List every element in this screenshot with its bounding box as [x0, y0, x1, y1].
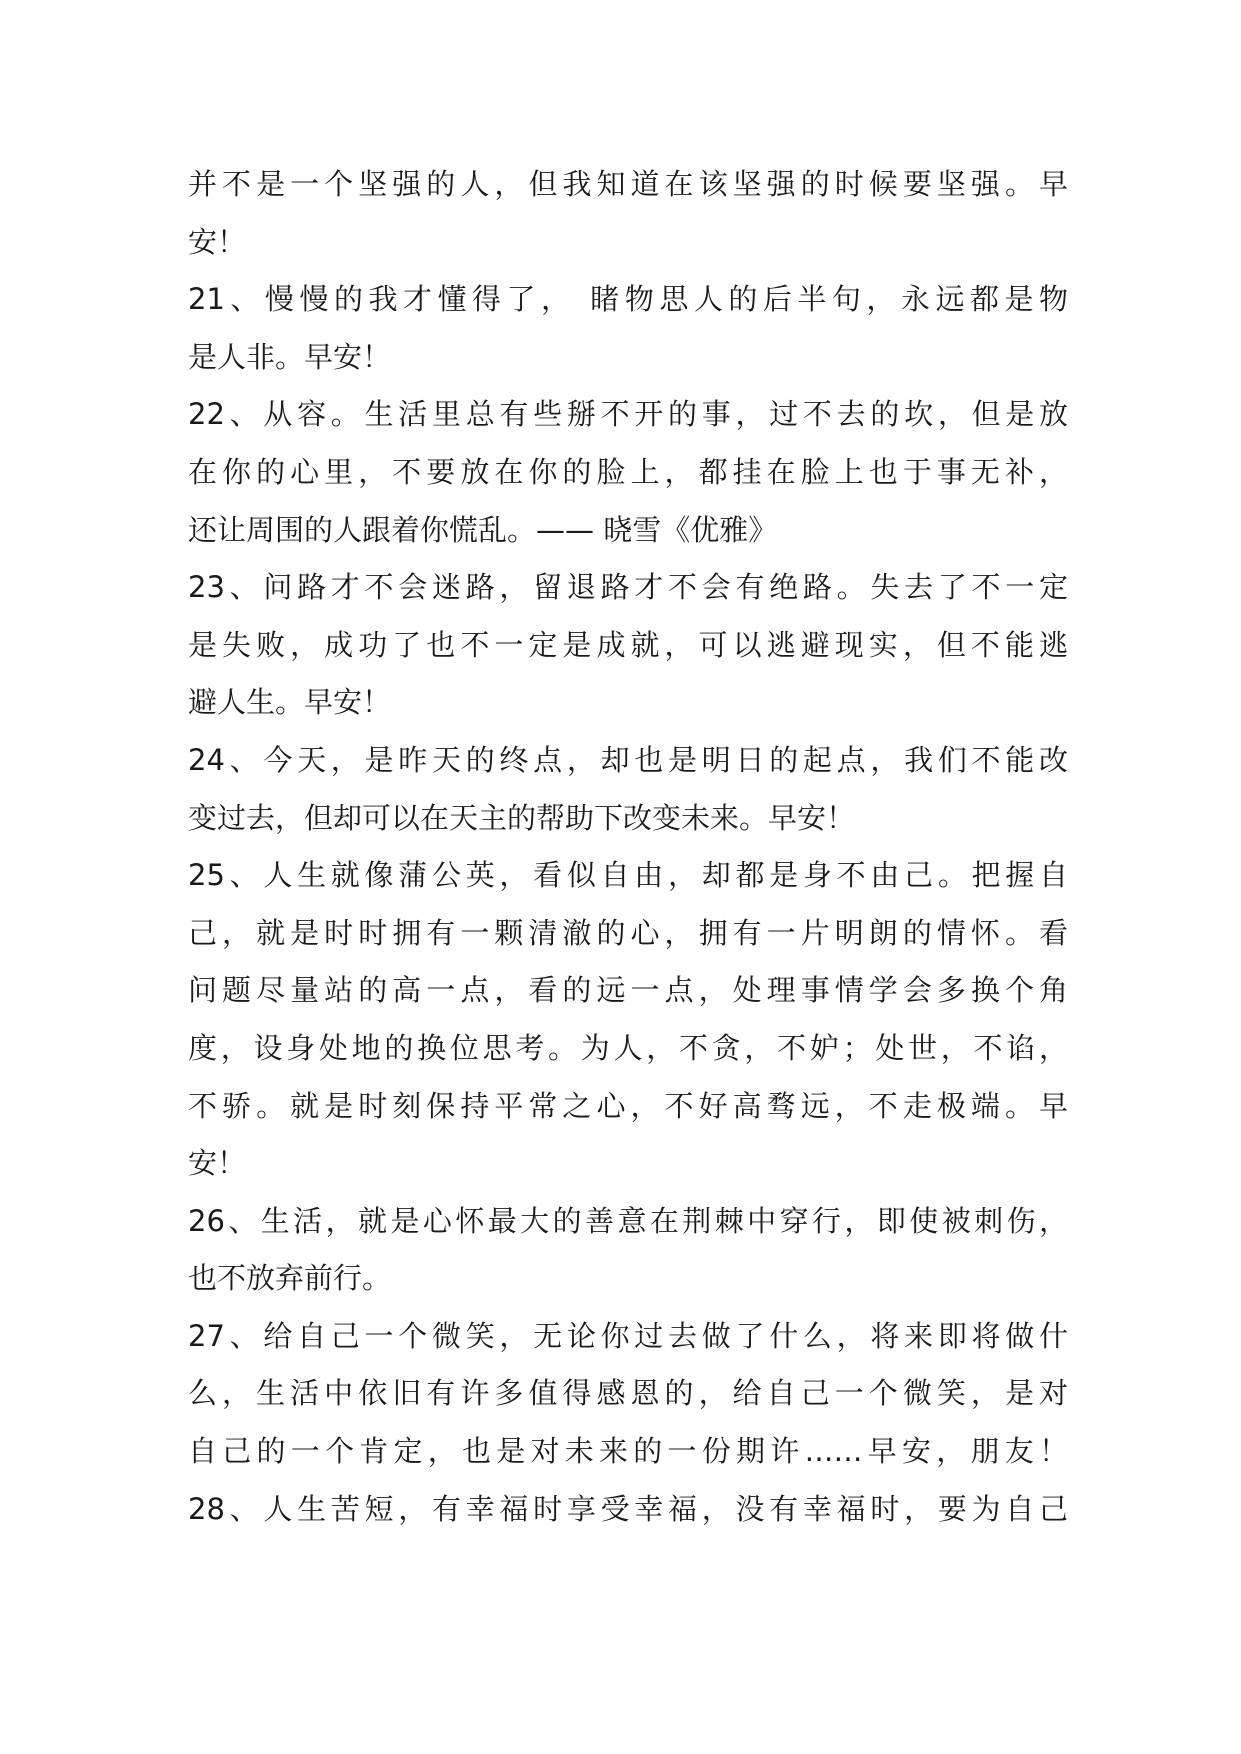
text-line: 也不放弃前行。	[188, 1261, 392, 1296]
text-line: 26、生活，就是心怀最大的善意在荆棘中穿行，即使被刺伤，	[188, 1203, 1068, 1238]
text-line: 不骄。就是时刻保持平常之心，不好高骛远，不走极端。早	[188, 1088, 1068, 1123]
text-line: 23、问路才不会迷路，留退路才不会有绝路。失去了不一定	[188, 570, 1068, 605]
text-line: 24、今天，是昨天的终点，却也是明日的起点，我们不能改	[188, 742, 1068, 777]
text-line: 还让周围的人跟着你慌乱。—— 晓雪《优雅》	[188, 512, 778, 547]
text-line: 安！	[188, 224, 247, 259]
text-line: 28、人生苦短，有幸福时享受幸福，没有幸福时，要为自己	[188, 1491, 1068, 1526]
text-line: 变过去，但却可以在天主的帮助下改变未来。早安！	[188, 800, 856, 835]
text-line: 问题尽量站的高一点，看的远一点，处理事情学会多换个角	[188, 973, 1068, 1008]
text-line: 21、慢慢的我才懂得了， 睹物思人的后半句，永远都是物	[188, 282, 1068, 317]
text-line: 避人生。早安！	[188, 685, 392, 720]
text-line: 度，设身处地的换位思考。为人，不贪，不妒；处世，不谄，	[188, 1030, 1068, 1065]
text-line: 安！	[188, 1146, 247, 1181]
text-line: 是失败，成功了也不一定是成就，可以逃避现实，但不能逃	[188, 627, 1068, 662]
text-line: 22、从容。生活里总有些掰不开的事，过不去的坎，但是放	[188, 397, 1068, 432]
text-line: 是人非。早安！	[188, 339, 392, 374]
text-line: 在你的心里，不要放在你的脸上，都挂在脸上也于事无补，	[188, 454, 1068, 489]
text-line: 自己的一个肯定，也是对未来的一份期许……早安，朋友！	[188, 1434, 1068, 1469]
document-body	[188, 156, 1068, 1538]
text-line: 27、给自己一个微笑，无论你过去做了什么，将来即将做什	[188, 1318, 1068, 1353]
text-line: 并不是一个坚强的人，但我知道在该坚强的时候要坚强。早	[188, 167, 1068, 201]
text-line: 25、人生就像蒲公英，看似自由，却都是身不由己。把握自	[188, 858, 1068, 893]
text-line: 己，就是时时拥有一颗清澈的心，拥有一片明朗的情怀。看	[188, 915, 1068, 950]
text-line: 么，生活中依旧有许多值得感恩的，给自己一个微笑，是对	[188, 1376, 1068, 1411]
